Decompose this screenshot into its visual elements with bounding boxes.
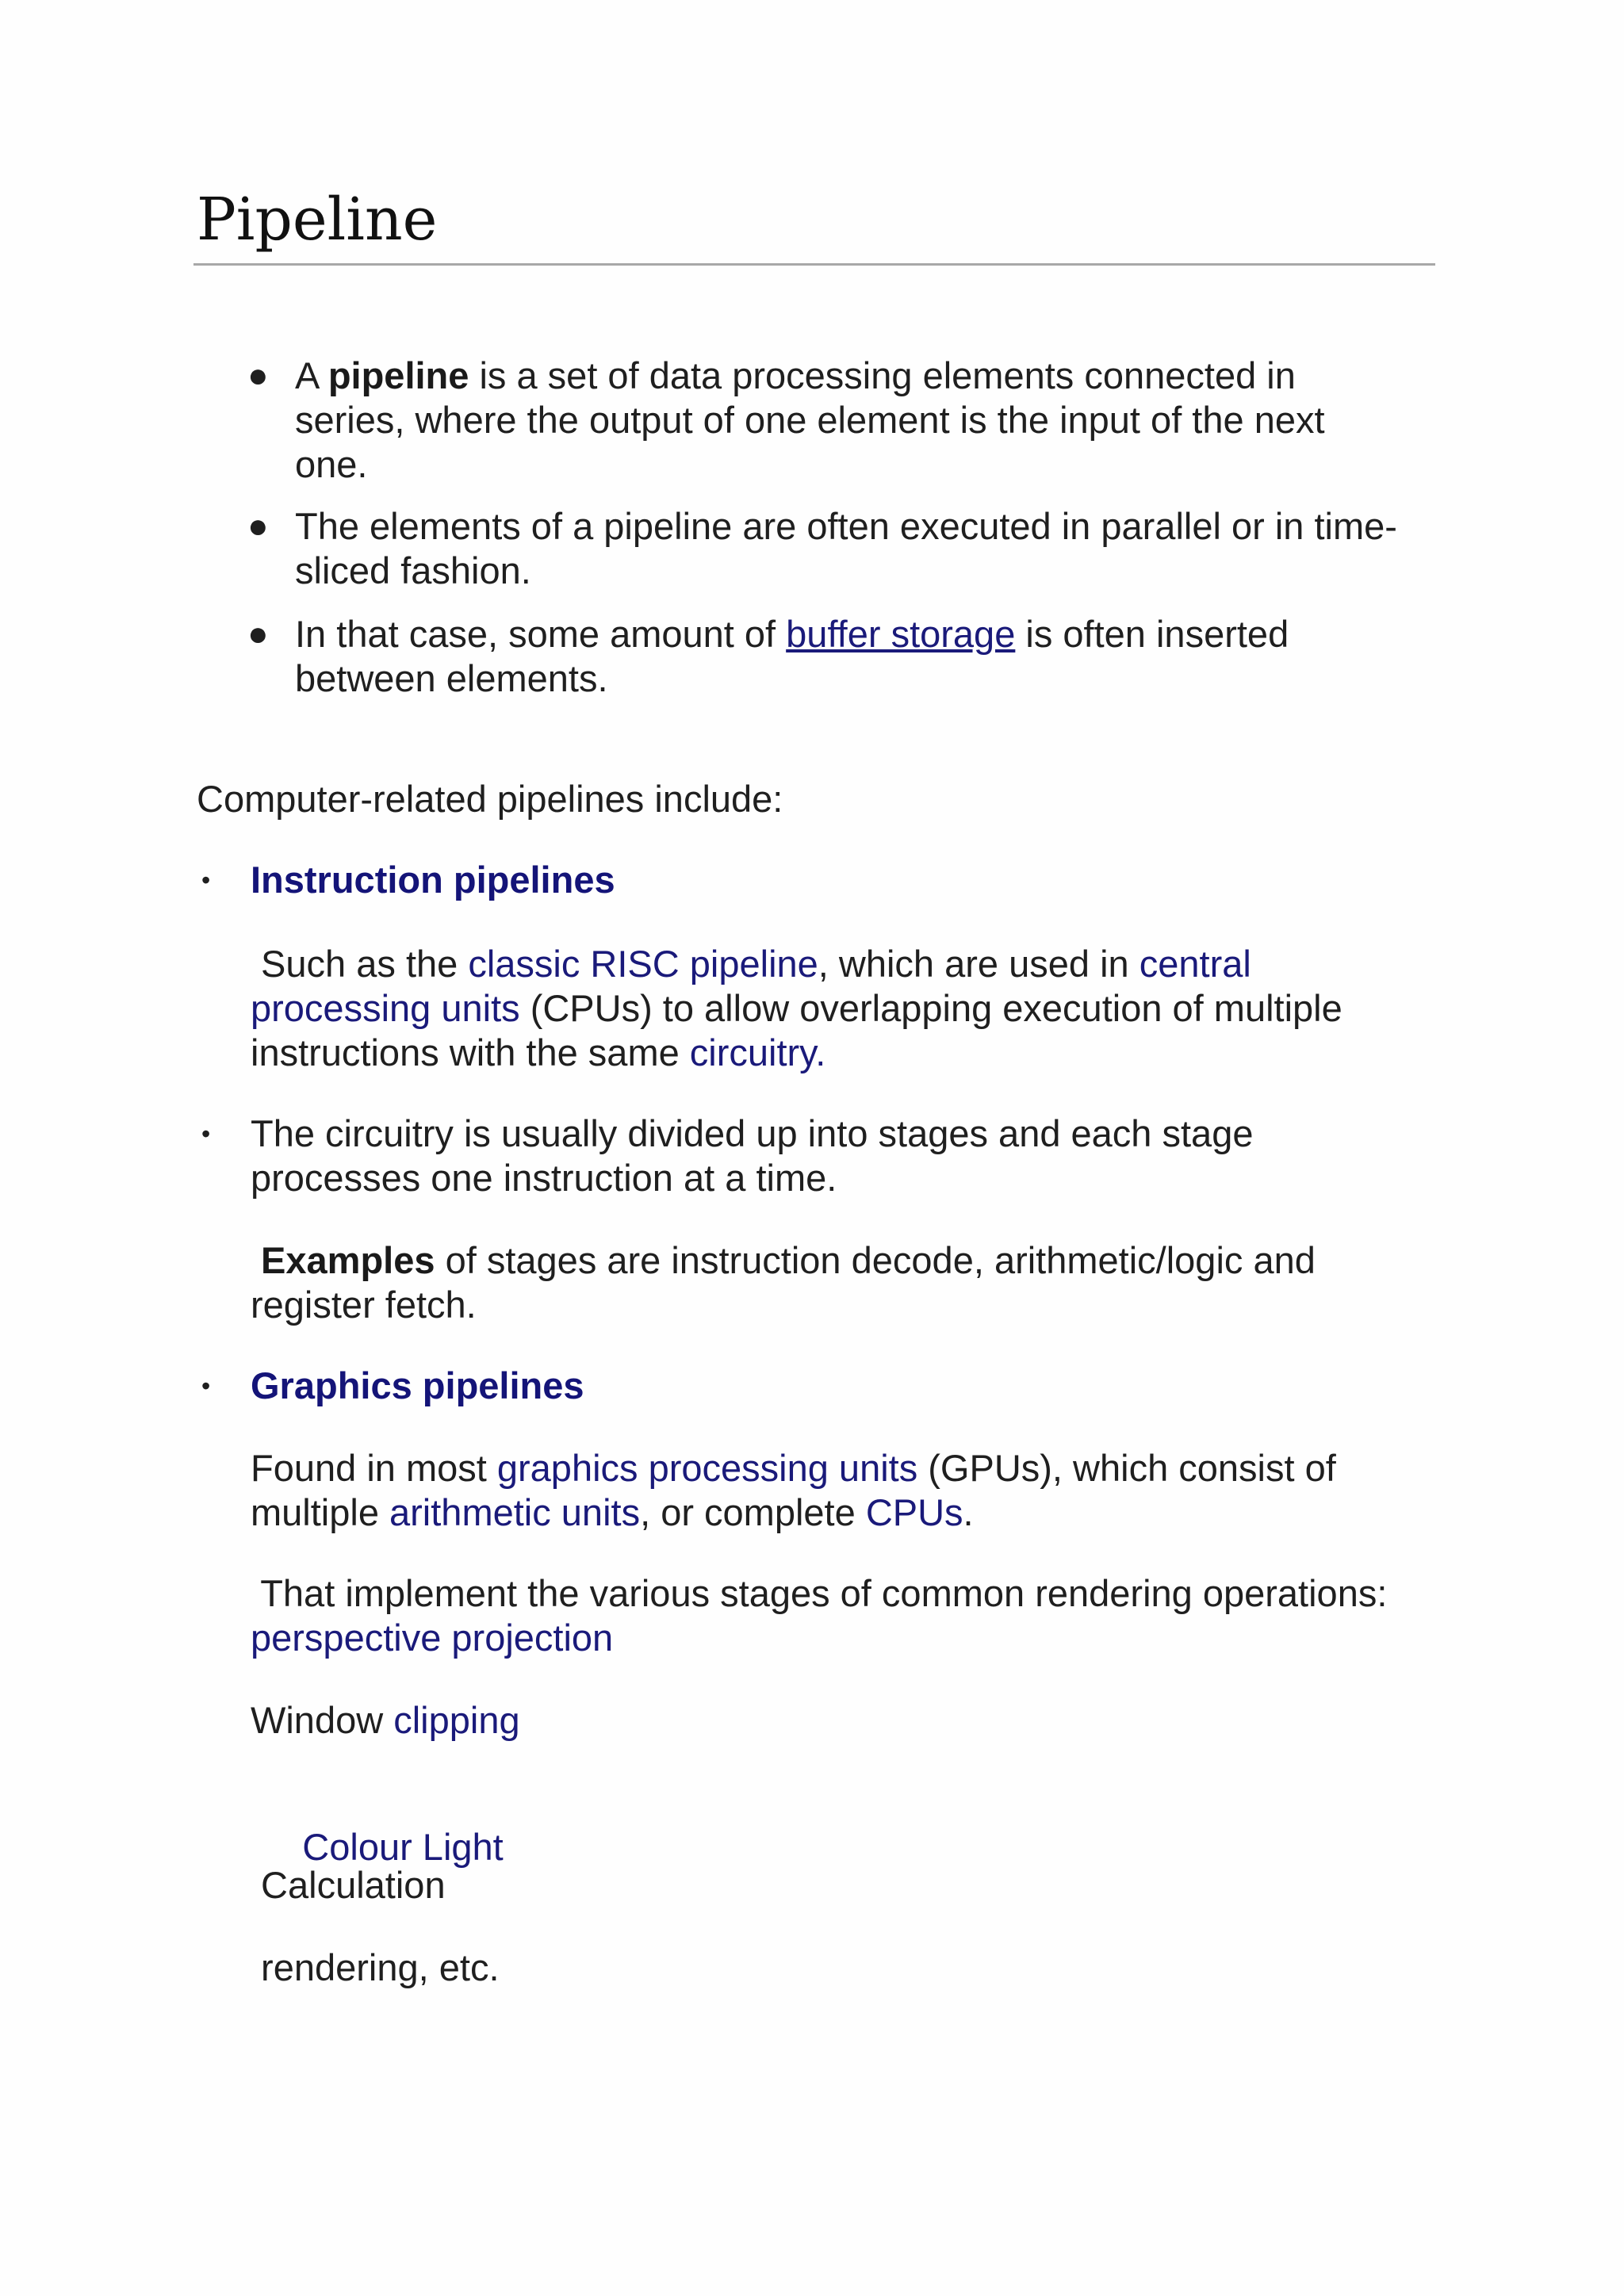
- intro-bullet-1-line-1: [295, 354, 1325, 398]
- text-span: (CPUs) to allow overlapping execution of multiple: [519, 987, 1342, 1029]
- text-span: .: [963, 1491, 974, 1533]
- text-span: (GPUs), which consist of: [917, 1447, 1336, 1489]
- intro-bullet-1-line-3: one.: [295, 443, 368, 485]
- intro-bullet-1-line-2: series, where the output of one element is the input of the next: [295, 399, 1325, 441]
- circuitry-link[interactable]: circuitry: [689, 1031, 816, 1073]
- graphics-pipelines-link[interactable]: Graphics pipelines: [251, 1364, 584, 1406]
- bullet-icon: ●: [247, 614, 269, 653]
- page-title: Pipeline: [197, 186, 438, 254]
- instruction-pipelines-heading: [251, 858, 615, 902]
- bullet-icon: •: [201, 1372, 211, 1400]
- intro-bullet-1: [295, 354, 1325, 487]
- text-span: is a set of data processing elements connected in: [469, 354, 1296, 396]
- text-span: Found in most: [251, 1447, 497, 1489]
- text-span: Such as the: [251, 943, 469, 985]
- text-span: instructions with the same: [251, 1031, 690, 1073]
- instruction-pipelines-link[interactable]: Instruction pipelines: [251, 859, 615, 901]
- colour-light-link[interactable]: Colour Light: [292, 1826, 504, 1868]
- instruction-paragraph-3: [251, 1238, 1316, 1327]
- graphics-paragraph-6: rendering, etc.: [251, 1946, 500, 1988]
- intro-bullet-2-line-1: The elements of a pipeline are often executed in parallel or in time-: [295, 505, 1397, 547]
- graphics-p1-line-2: [251, 1490, 1336, 1535]
- text-span: of stages are instruction decode, arithmetic/logic and: [435, 1239, 1316, 1281]
- intro-bullet-3: [295, 612, 1289, 701]
- text-span: Window: [251, 1699, 394, 1741]
- intro-bullet-3-line-2: between elements.: [295, 657, 608, 699]
- examples-term: Examples: [251, 1239, 435, 1281]
- graphics-processing-units-link[interactable]: graphics processing units: [496, 1447, 918, 1489]
- text-span: In that case, some amount of: [295, 613, 787, 655]
- intro-bullet-3-line-1: [295, 612, 1289, 656]
- graphics-paragraph-2: [251, 1571, 1387, 1660]
- graphics-paragraph-5: Calculation: [251, 1864, 446, 1906]
- graphics-paragraph-3: [251, 1698, 520, 1743]
- cpus-link[interactable]: CPUs: [865, 1491, 963, 1533]
- instruction-p1-line-3: [251, 1031, 1342, 1075]
- instruction-paragraph-2: [251, 1112, 1253, 1200]
- graphics-p2-line-1: That implement the various stages of common rendering operations:: [251, 1572, 1388, 1614]
- bullet-icon: •: [201, 866, 211, 894]
- central-processing-units-link[interactable]: central: [1139, 943, 1251, 985]
- bullet-icon: •: [201, 1119, 211, 1148]
- graphics-pipelines-heading: [251, 1364, 584, 1408]
- classic-risc-pipeline-link[interactable]: classic RISC pipeline: [468, 943, 818, 985]
- instruction-p3-line-1: [251, 1238, 1316, 1283]
- text-span: .: [815, 1031, 826, 1073]
- instruction-p1-line-1: [251, 942, 1342, 986]
- instruction-p2-line-1: The circuitry is usually divided up into stages and each stage: [251, 1112, 1254, 1154]
- text-span: , or complete: [640, 1491, 866, 1533]
- bullet-icon: ●: [247, 356, 269, 395]
- text-span: is often inserted: [1015, 613, 1289, 655]
- bullet-icon: ●: [247, 507, 269, 545]
- computer-related-label: Computer-related pipelines include:: [197, 778, 783, 820]
- instruction-p1-line-2: [251, 986, 1342, 1031]
- buffer-storage-link[interactable]: buffer storage: [786, 613, 1016, 655]
- intro-bullet-2: [295, 504, 1397, 593]
- instruction-paragraph-1: [251, 942, 1342, 1075]
- clipping-link[interactable]: clipping: [393, 1699, 520, 1741]
- arithmetic-units-link[interactable]: arithmetic units: [389, 1491, 641, 1533]
- intro-bullet-2-line-2: sliced fashion.: [295, 549, 531, 591]
- graphics-p1-line-1: [251, 1446, 1336, 1490]
- instruction-p2-line-2: processes one instruction at a time.: [251, 1157, 837, 1199]
- text-span: , which are used in: [818, 943, 1139, 985]
- pipeline-term: pipeline: [327, 354, 469, 396]
- graphics-p2-line-2: [251, 1616, 1387, 1660]
- graphics-paragraph-1: [251, 1446, 1336, 1535]
- text-span: multiple: [251, 1491, 390, 1533]
- instruction-p3-line-2: register fetch.: [251, 1284, 477, 1326]
- text-span: A: [295, 354, 328, 396]
- title-divider: [193, 263, 1435, 266]
- central-processing-units-link-cont[interactable]: processing units: [251, 987, 520, 1029]
- perspective-projection-link[interactable]: perspective projection: [251, 1617, 614, 1659]
